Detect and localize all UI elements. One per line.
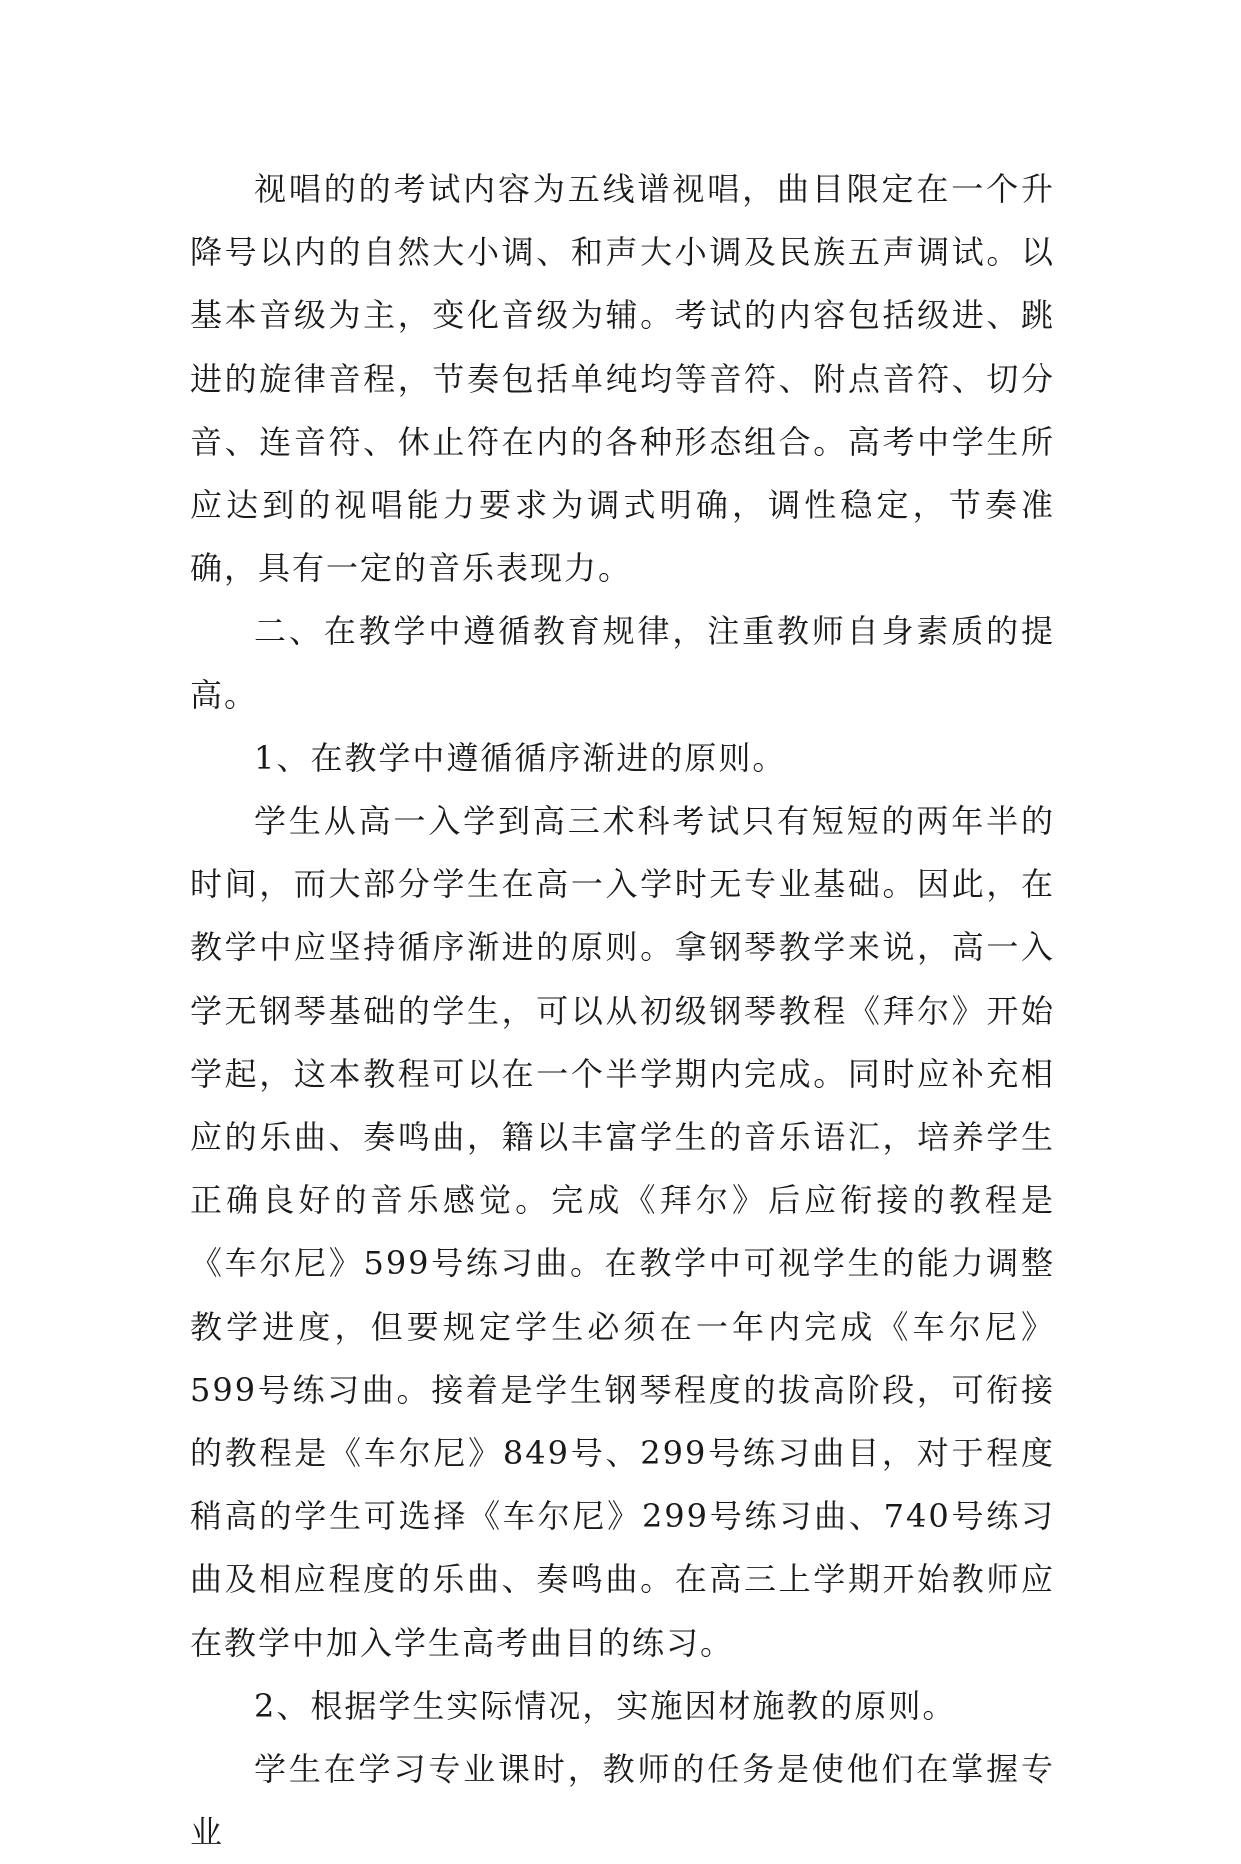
subheading-2: 2、根据学生实际情况，实施因材施教的原则。	[254, 1686, 957, 1725]
paragraph-piano-teaching: 学生从高一入学到高三术科考试只有短短的两年半的时间，而大部分学生在高一入学时无专业基础。因此，在教学中应坚持循序渐进的原则。拿钢琴教学来说，高一入学无钢琴基础的学生，可以从初级钢琴教程《拜尔》开始学起，这本教程可以在一个半学期内完成。同时应补充相应的乐曲、奏鸣曲，籍以丰富学生的音乐语汇，培养学生正确良好的音乐感觉。完成《拜尔》后应衔接的教程是《车尔尼》599号练习曲。在教学中可视学生的能力调整教学进度，但要规定学生必须在一年内完成《车尔尼》599号练习曲。接着是学生钢琴程度的拔高阶段，可衔接的教程是《车尔尼》849号、299号练习曲目，对于程度稍高的学生可选择《车尔尼》299号练习曲、740号练习曲及相应程度的乐曲、奏鸣曲。在高三上学期开始教师应在教学中加入学生高考曲目的练习。	[190, 802, 1055, 1662]
section-heading-2: 二、在教学中遵循教育规律，注重教师自身素质的提高。	[190, 612, 1055, 714]
document-page	[190, 158, 1055, 1864]
paragraph-sight-singing: 视唱的的考试内容为五线谱视唱，曲目限定在一个升降号以内的自然大小调、和声大小调及民族五声调试。以基本音级为主，变化音级为辅。考试的内容包括级进、跳进的旋律音程，节奏包括单纯均等音符、附点音符、切分音、连音符、休止符在内的各种形态组合。高考中学生所应达到的视唱能力要求为调式明确，调性稳定，节奏准确，具有一定的音乐表现力。	[190, 170, 1055, 588]
subheading-1: 1、在教学中遵循循序渐进的原则。	[254, 738, 787, 777]
paragraph-professional-course: 学生在学习专业课时，教师的任务是使他们在掌握专业	[190, 1750, 1055, 1852]
